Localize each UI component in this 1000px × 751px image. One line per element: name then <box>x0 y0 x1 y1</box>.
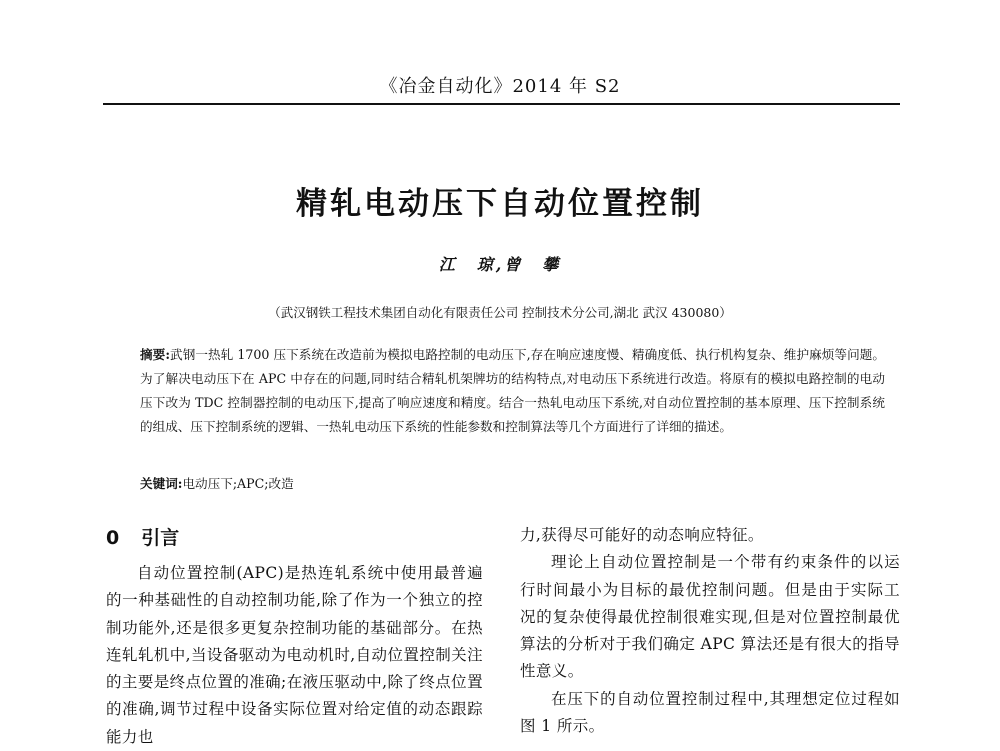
section-heading <box>106 523 179 550</box>
abstract <box>140 343 885 439</box>
section-title: 引言 <box>141 527 180 549</box>
author-affiliation: （武汉钢铁工程技术集团自动化有限责任公司 控制技术分公司,湖北 武汉 430080） <box>268 305 732 320</box>
keywords <box>140 472 885 496</box>
intro-paragraph-2: 理论上自动位置控制是一个带有约束条件的以运行时间最小为目标的最优控制问题。但是由于实际工况的复杂使得最优控制很难实现,但是对位置控制最优算法的分析对于我们确定 APC 算法还是有很大的指导性意义。 <box>520 553 900 681</box>
journal-header: 《冶金自动化》2014 年 S2 <box>379 76 621 97</box>
intro-paragraph-3: 在压下的自动位置控制过程中,其理想定位过程如图 1 所示。 <box>520 689 900 736</box>
paper-authors: 江 琼,曾 攀 <box>438 255 562 274</box>
keywords-label: 关键词: <box>140 476 183 491</box>
right-column <box>520 522 900 740</box>
left-column <box>106 560 483 751</box>
paper-title: 精轧电动压下自动位置控制 <box>296 186 704 222</box>
abstract-text: 武钢一热轧 1700 压下系统在改造前为模拟电路控制的电动压下,存在响应速度慢、精确度低、执行机构复杂、维护麻烦等问题。为了解决电动压下在 APC 中存在的问题,同时结合精轧机架牌坊的结构特点,对电动压下系统进行改造。将原有的模拟电路控制的电动压下改为 TDC 控制器控制的电动压下,提高了响应速度和精度。结合一热轧电动压下系统,对自动位置控制的基本原理、压下控制系统的组成、压下控制系统的逻辑、一热轧电动压下系统的性能参数和控制算法等几个方面进行了详细的描述。 <box>140 347 885 434</box>
keywords-text: 电动压下;APC;改造 <box>182 476 294 491</box>
section-number: 0 <box>106 527 120 549</box>
header-rule <box>103 103 900 105</box>
continued-paragraph: 力,获得尽可能好的动态响应特征。 <box>520 526 764 544</box>
abstract-label: 摘要: <box>140 347 170 362</box>
intro-paragraph-1: 自动位置控制(APC)是热连轧系统中使用最普遍的一种基础性的自动控制功能,除了作为一个独立的控制功能外,还是很多更复杂控制功能的基础部分。在热连轧轧机中,当设备驱动为电动机时,自动位置控制关注的主要是终点位置的准确;在液压驱动中,除了终点位置的准确,调节过程中设备实际位置对给定值的动态跟踪能力也 <box>106 564 483 746</box>
